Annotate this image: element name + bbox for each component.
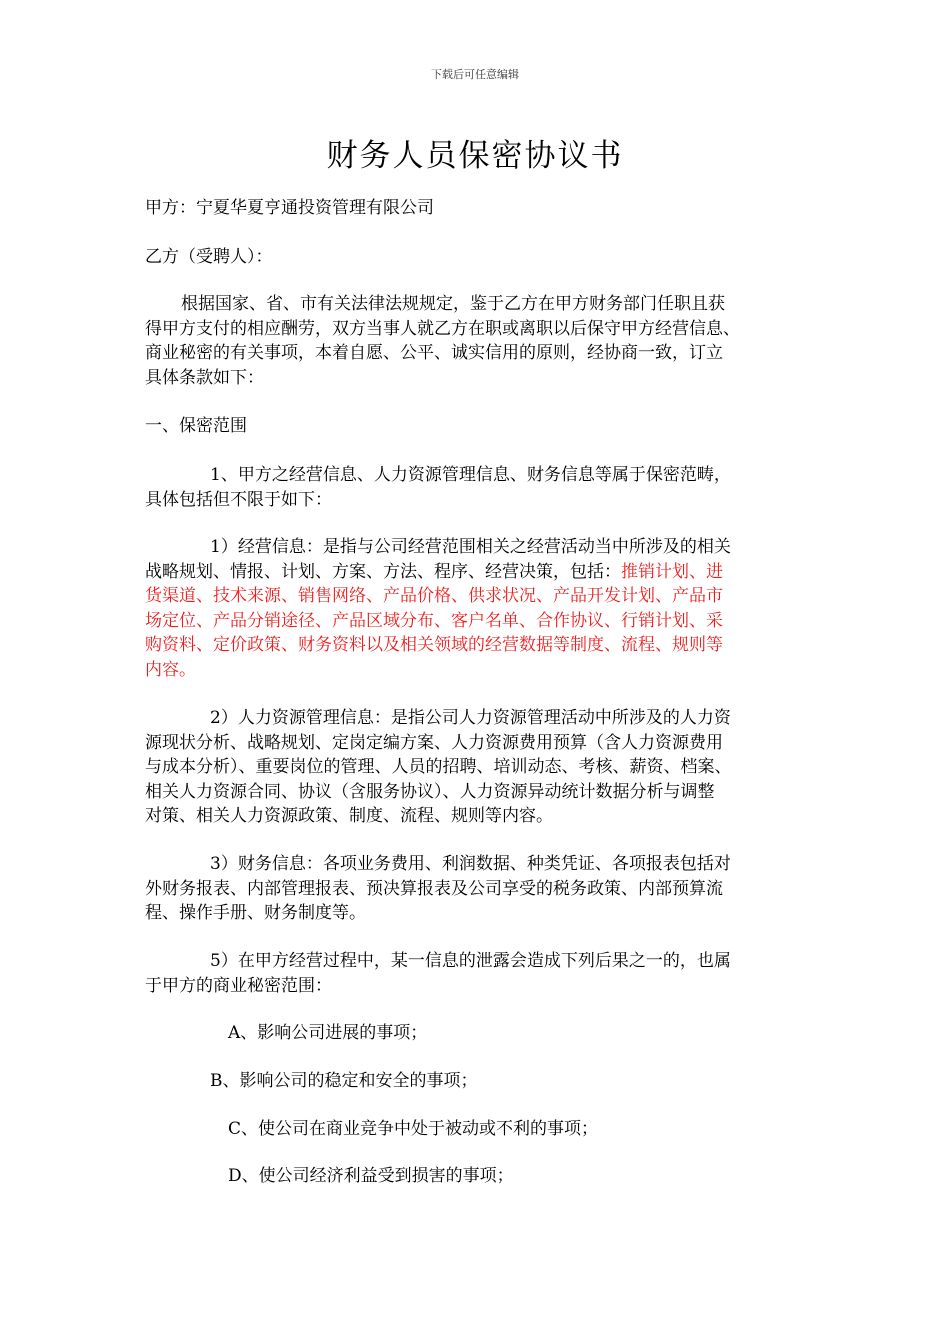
- preamble-line: 商业秘密的有关事项，本着自愿、公平、诚实信用的原则，经协商一致，订立: [145, 343, 723, 363]
- highlighted-line: 货渠道、技术来源、销售网络、产品价格、供求状况、产品开发计划、产品市: [145, 586, 723, 606]
- item-line: 于甲方的商业秘密范围：: [145, 975, 332, 996]
- item-1-paragraph: [145, 535, 805, 682]
- preamble-line: 得甲方支付的相应酬劳，双方当事人就乙方在职或离职以后保守甲方经营信息、: [145, 318, 740, 339]
- item-line: 程、操作手册、财务制度等。: [145, 903, 366, 923]
- sub-item-d: [145, 1164, 805, 1189]
- item-line: 相关人力资源合同、协议（含服务协议）、人力资源异动统计数据分析与调整: [145, 781, 715, 802]
- section-heading: [145, 414, 805, 439]
- item-5-paragraph: [145, 949, 805, 998]
- item-line: 源现状分析、战略规划、定岗定编方案、人力资源费用预算（含人力资源费用: [145, 732, 723, 753]
- preamble-paragraph: [145, 292, 805, 390]
- party-a-line: [145, 196, 805, 221]
- item-line: 2）人力资源管理信息：是指公司人力资源管理活动中所涉及的人力资: [210, 708, 731, 728]
- sub-item-text: C、使公司在商业竞争中处于被动或不利的事项；: [228, 1119, 599, 1139]
- clause-1-paragraph: [145, 463, 805, 512]
- clause-line: 1、甲方之经营信息、人力资源管理信息、财务信息等属于保密范畴，: [210, 465, 731, 485]
- preamble-line: 根据国家、省、市有关法律法规规定，鉴于乙方在甲方财务部门任职且获: [181, 294, 725, 314]
- item-line: [145, 560, 805, 585]
- highlighted-line: 购资料、定价政策、财务资料以及相关领域的经营数据等制度、流程、规则等: [145, 635, 723, 655]
- sub-item-c: [145, 1117, 805, 1142]
- sub-item-b: [145, 1069, 805, 1094]
- header-note: 下载后可任意编辑: [431, 68, 519, 81]
- item-line: 对策、相关人力资源政策、制度、流程、规则等内容。: [145, 806, 553, 826]
- party-b-text: 乙方（受聘人）：: [145, 247, 273, 267]
- party-b-line: [145, 245, 805, 270]
- item-line-segment: 战略规划、情报、计划、方案、方法、程序、经营决策，包括：: [145, 561, 621, 582]
- preamble-line: 具体条款如下：: [145, 367, 264, 388]
- sub-item-text: D、使公司经济利益受到损害的事项；: [228, 1166, 514, 1186]
- item-line: 3）财务信息：各项业务费用、利润数据、种类凭证、各项报表包括对: [210, 854, 731, 874]
- item-2-paragraph: [145, 706, 805, 829]
- highlighted-text: 推销计划、进: [621, 561, 723, 582]
- item-line: 外财务报表、内部管理报表、预决算报表及公司享受的税务政策、内部预算流: [145, 878, 723, 899]
- document-title: 财务人员保密协议书: [326, 138, 624, 174]
- highlighted-line: 内容。: [145, 659, 196, 680]
- section-heading-text: 一、保密范围: [145, 416, 247, 436]
- sub-item-text: B、影响公司的稳定和安全的事项；: [210, 1071, 478, 1091]
- item-line: 5）在甲方经营过程中，某一信息的泄露会造成下列后果之一的，也属: [210, 951, 731, 971]
- party-a-text: 甲方：宁夏华夏亨通投资管理有限公司: [145, 198, 434, 218]
- sub-item-text: A、影响公司进展的事项；: [228, 1023, 428, 1043]
- item-line: 1）经营信息：是指与公司经营范围相关之经营活动当中所涉及的相关: [210, 537, 731, 557]
- item-line: 与成本分析）、重要岗位的管理、人员的招聘、培训动态、考核、薪资、档案、: [145, 757, 732, 777]
- sub-item-a: [145, 1021, 805, 1046]
- clause-line: 具体包括但不限于如下：: [145, 489, 332, 510]
- highlighted-line: 场定位、产品分销途径、产品区域分布、客户名单、合作协议、行销计划、采: [145, 610, 723, 631]
- item-3-paragraph: [145, 852, 805, 926]
